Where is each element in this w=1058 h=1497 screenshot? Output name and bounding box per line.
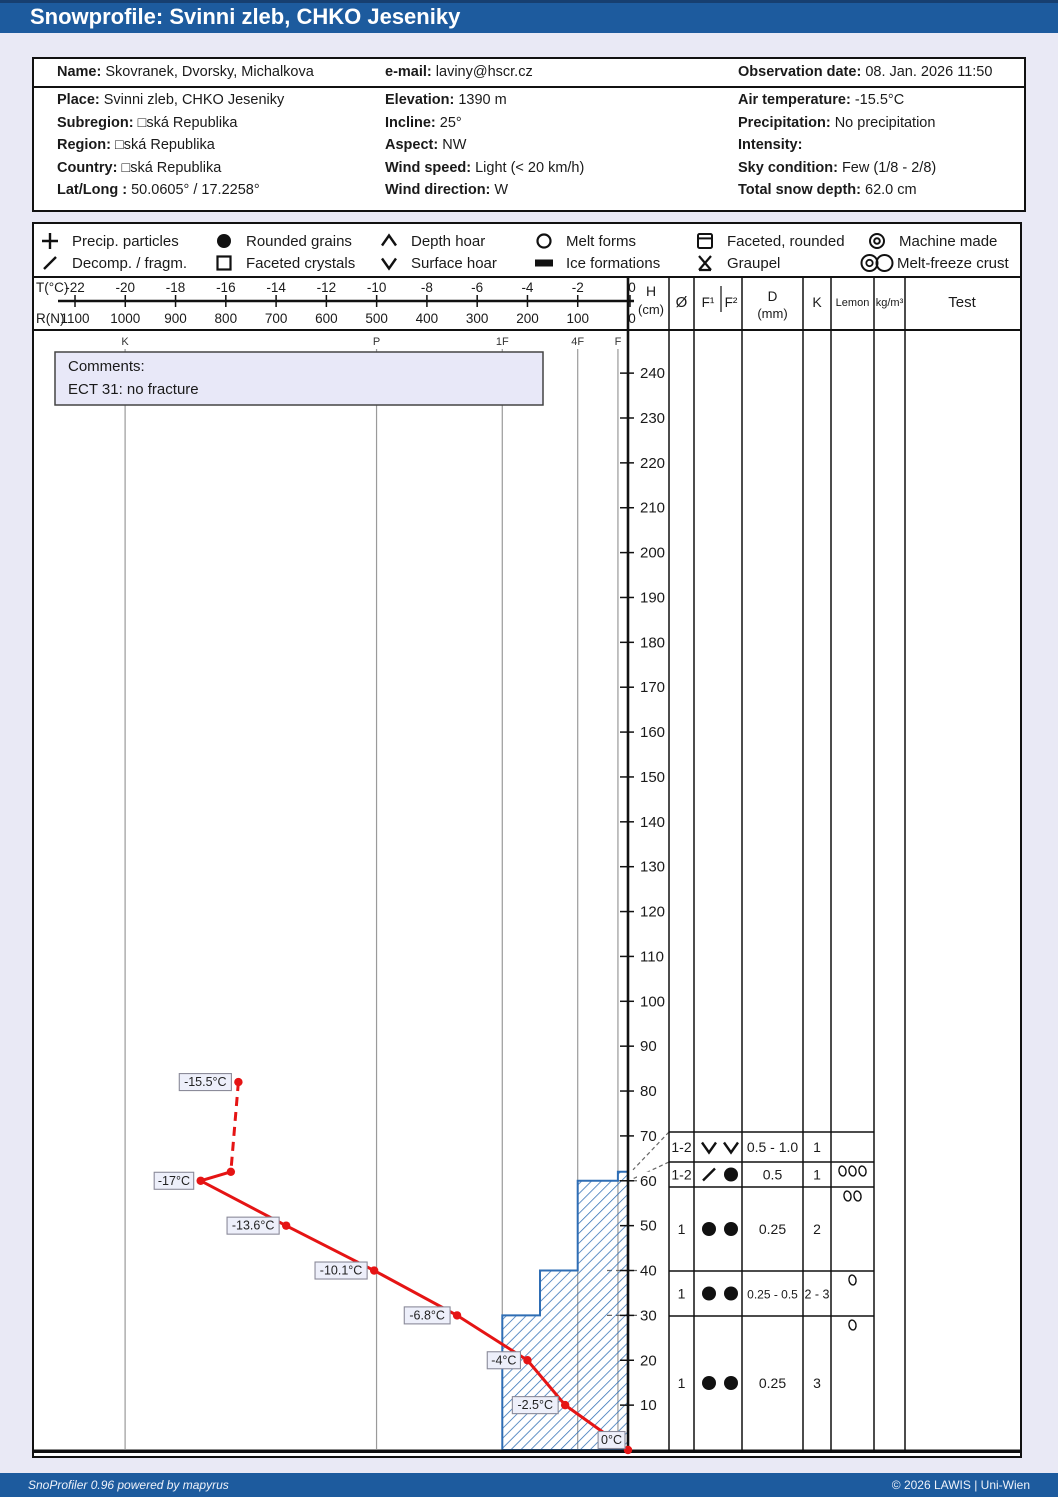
cell-hand-hardness: 2 xyxy=(813,1221,821,1237)
rounded-grains-icon xyxy=(702,1376,716,1390)
temp-tick-label: -8 xyxy=(420,280,433,295)
col-header-k: K xyxy=(812,294,822,310)
hand-hardness-ref-label: F xyxy=(614,336,622,348)
cell-hand-hardness: 2 - 3 xyxy=(804,1287,830,1302)
ice-formations-icon xyxy=(535,260,553,267)
temp-axis-label: T(°C) xyxy=(36,280,69,295)
glyph xyxy=(699,256,711,270)
cell-grain-size: 1 xyxy=(677,1285,686,1302)
height-tick-label: 190 xyxy=(640,589,666,607)
legend-label: Rounded grains xyxy=(246,233,352,250)
surface-hoar-icon xyxy=(382,259,396,269)
height-tick-label: 90 xyxy=(640,1038,657,1056)
decomp-fragm-icon xyxy=(703,1169,715,1181)
col-header-f1: F¹ xyxy=(701,295,715,310)
info-field: Observation date: 08. Jan. 2026 11:50 xyxy=(738,64,993,80)
col-header-d-unit: (mm) xyxy=(757,306,788,321)
col-header-density: kg/m³ xyxy=(875,297,904,309)
info-box xyxy=(32,57,1026,212)
info-field: Precipitation: No precipitation xyxy=(738,114,936,131)
ground-line xyxy=(34,1450,1020,1454)
info-field: Air temperature: -15.5°C xyxy=(738,92,905,108)
temp-tick-label: -16 xyxy=(216,280,236,295)
rounded-grains-icon xyxy=(702,1222,716,1236)
height-tick-label: 220 xyxy=(640,454,666,472)
glyph xyxy=(698,234,712,248)
temp-curve-air-dashed xyxy=(231,1082,239,1172)
hand-hardness-ref-label: 1F xyxy=(495,336,509,348)
info-field: Lat/Long : 50.0605° / 17.2258° xyxy=(57,182,260,198)
info-field: e-mail: laviny@hscr.cz xyxy=(385,64,533,80)
temp-label: -2.5°C xyxy=(517,1398,554,1413)
height-axis-unit: (cm) xyxy=(638,302,664,317)
glyph xyxy=(535,260,553,267)
chart-box xyxy=(32,222,1022,1458)
surface-hoar-icon xyxy=(724,1143,738,1153)
resistance-tick-label: 500 xyxy=(365,311,388,326)
info-field: Place: Svinni zleb, CHKO Jeseniky xyxy=(57,92,285,108)
cell-grain-size: 1 xyxy=(677,1221,686,1237)
lemon-mark xyxy=(848,1165,857,1176)
comments-title: Comments: xyxy=(68,358,145,375)
info-field: Elevation: 1390 m xyxy=(385,92,507,108)
melt-forms-icon xyxy=(538,235,551,248)
temp-label: -17°C xyxy=(157,1173,190,1188)
col-header-lemon: Lemon xyxy=(835,297,870,309)
lemon-mark xyxy=(848,1319,857,1330)
rounded-grains-icon xyxy=(724,1376,738,1390)
temp-tick-label: -6 xyxy=(471,280,484,295)
legend-label: Machine made xyxy=(899,233,998,250)
glyph xyxy=(382,236,396,246)
height-tick-label: 40 xyxy=(640,1262,657,1280)
glyph xyxy=(724,1168,738,1182)
temp-tick-label: -18 xyxy=(165,280,186,295)
resistance-tick-label: 900 xyxy=(164,311,187,326)
resistance-tick-label: 0 xyxy=(628,311,636,326)
temp-label: -13.6°C xyxy=(231,1218,275,1233)
temp-label: -6.8°C xyxy=(409,1308,445,1323)
glyph xyxy=(877,255,893,271)
resistance-tick-label: 800 xyxy=(214,311,238,326)
legend-label: Melt-freeze crust xyxy=(897,255,1009,272)
temp-point xyxy=(523,1356,531,1364)
glyph xyxy=(42,233,58,249)
temp-tick-label: -22 xyxy=(65,280,85,295)
cell-hand-hardness: 1 xyxy=(813,1166,821,1183)
temp-point xyxy=(370,1266,378,1274)
resistance-tick-label: 200 xyxy=(516,311,539,326)
height-tick-label: 200 xyxy=(640,544,666,562)
glyph xyxy=(702,1376,716,1390)
graupel-icon xyxy=(699,256,711,270)
temp-tick-label: -10 xyxy=(366,280,387,295)
cell-hand-hardness: 3 xyxy=(813,1375,821,1391)
cell-grain-size: 1 xyxy=(677,1375,686,1391)
melt-freeze-crust-icon xyxy=(862,255,893,271)
glyph xyxy=(724,1222,738,1236)
info-field: Subregion: □ská Republika xyxy=(57,114,238,131)
glyph xyxy=(724,1376,738,1390)
surface-hoar-icon xyxy=(702,1143,716,1153)
height-tick-label: 70 xyxy=(640,1127,657,1145)
rounded-grains-icon xyxy=(724,1222,738,1236)
lemon-mark xyxy=(858,1165,867,1176)
height-tick-label: 10 xyxy=(640,1397,657,1415)
glyph xyxy=(874,238,880,244)
page-title: Snowprofile: Svinni zleb, CHKO Jeseniky xyxy=(30,4,461,29)
col-header-f2: F² xyxy=(724,295,738,310)
temp-tick-label: -14 xyxy=(266,280,286,295)
temp-point xyxy=(561,1401,569,1409)
height-tick-label: 210 xyxy=(640,499,666,517)
cell-grain-size: 1-2 xyxy=(671,1166,692,1183)
lemon-mark xyxy=(843,1190,852,1201)
legend-label: Depth hoar xyxy=(411,233,486,250)
machine-made-icon xyxy=(870,234,884,248)
cell-grain-size: 1-2 xyxy=(671,1139,692,1155)
cell-d-mm: 0.5 - 1.0 xyxy=(746,1139,799,1155)
temp-label: 0°C xyxy=(601,1433,623,1447)
glyph xyxy=(538,235,551,248)
glyph xyxy=(724,1287,738,1301)
info-field: Wind direction: W xyxy=(385,182,509,198)
info-field: Sky condition: Few (1/8 - 2/8) xyxy=(738,159,937,176)
cell-d-mm: 0.5 xyxy=(762,1166,783,1183)
height-tick-label: 120 xyxy=(640,903,666,921)
glyph xyxy=(218,257,231,270)
legend-label: Ice formations xyxy=(566,255,661,272)
height-tick-label: 110 xyxy=(640,948,664,966)
glyph xyxy=(862,255,878,271)
hand-hardness-ref-label: P xyxy=(372,336,381,348)
rounded-grains-icon xyxy=(724,1287,738,1301)
resistance-axis-label: R(N) xyxy=(36,311,65,326)
height-tick-label: 30 xyxy=(640,1307,657,1325)
height-tick-label: 230 xyxy=(640,409,666,427)
footer-copyright: © 2026 LAWIS | Uni-Wien xyxy=(891,1478,1030,1492)
hand-hardness-ref-label: K xyxy=(121,336,129,348)
temp-tick-label: -4 xyxy=(521,280,534,295)
legend-label: Decomp. / fragm. xyxy=(72,255,188,272)
glyph xyxy=(382,259,396,269)
info-field: Wind speed: Light (< 20 km/h) xyxy=(385,159,585,176)
depth-hoar-icon xyxy=(382,236,396,246)
legend-label: Precip. particles xyxy=(72,233,179,250)
temp-tick-label: -2 xyxy=(571,280,584,295)
lemon-mark xyxy=(838,1165,847,1176)
snow-profile-chart xyxy=(34,224,1020,1456)
info-field: Country: □ská Republika xyxy=(57,159,222,176)
temp-point xyxy=(196,1177,204,1185)
temp-tick-label: 0 xyxy=(628,280,636,295)
legend-label: Faceted crystals xyxy=(246,255,356,272)
resistance-tick-label: 300 xyxy=(465,311,489,326)
comments-body: ECT 31: no fracture xyxy=(68,381,199,398)
legend-label: Surface hoar xyxy=(411,255,497,272)
glyph xyxy=(724,1143,738,1153)
temp-label: -10.1°C xyxy=(319,1263,363,1278)
col-header-d: D xyxy=(767,289,778,304)
resistance-tick-label: 100 xyxy=(566,311,589,326)
temp-label: -15.5°C xyxy=(184,1075,227,1090)
height-axis-label: H xyxy=(645,283,657,299)
cell-hand-hardness: 1 xyxy=(813,1139,821,1155)
height-tick-label: 80 xyxy=(640,1083,657,1101)
decomp-fragm-icon xyxy=(44,257,56,269)
cell-d-mm: 0.25 xyxy=(758,1221,787,1237)
info-field: Aspect: NW xyxy=(385,137,467,153)
resistance-tick-label: 1000 xyxy=(110,311,141,326)
height-tick-label: 240 xyxy=(640,365,666,383)
height-tick-label: 150 xyxy=(640,768,666,786)
temp-tick-label: -20 xyxy=(115,280,136,295)
rounded-grains-icon xyxy=(724,1168,738,1182)
resistance-tick-label: 400 xyxy=(415,311,439,326)
legend-label: Graupel xyxy=(727,255,781,272)
temp-tick-label: -12 xyxy=(316,280,337,295)
col-header-test: Test xyxy=(948,294,976,311)
legend-label: Faceted, rounded xyxy=(727,233,845,250)
glyph xyxy=(870,234,884,248)
faceted-rounded-icon xyxy=(698,234,712,248)
temp-point xyxy=(227,1168,235,1176)
lemon-mark xyxy=(853,1190,862,1201)
info-field: Incline: 25° xyxy=(385,114,462,131)
temp-label: -4°C xyxy=(491,1353,517,1368)
footer-bar xyxy=(0,1473,1058,1497)
glyph xyxy=(702,1222,716,1236)
hand-hardness-ref-label: 4F xyxy=(571,336,585,348)
height-tick-label: 130 xyxy=(640,858,666,876)
legend-label: Melt forms xyxy=(566,233,637,250)
height-tick-label: 60 xyxy=(640,1172,657,1190)
height-tick-label: 50 xyxy=(640,1217,657,1235)
temp-point xyxy=(453,1311,461,1319)
resistance-tick-label: 600 xyxy=(315,311,338,326)
cell-d-mm: 0.25 - 0.5 xyxy=(747,1287,798,1302)
info-field: Name: Skovranek, Dvorsky, Michalkova xyxy=(57,64,314,80)
temp-point xyxy=(282,1221,290,1229)
info-divider xyxy=(34,86,1024,88)
rounded-grains-icon xyxy=(217,234,231,248)
glyph xyxy=(702,1287,716,1301)
height-tick-label: 140 xyxy=(640,813,666,831)
precip-particles-icon xyxy=(42,233,58,249)
height-tick-label: 180 xyxy=(640,634,666,652)
height-tick-label: 160 xyxy=(640,724,666,742)
glyph xyxy=(702,1143,716,1153)
height-tick-label: 20 xyxy=(640,1352,657,1370)
height-tick-label: 170 xyxy=(640,679,666,697)
lemon-mark xyxy=(848,1274,857,1285)
footer-app-credit: SnoProfiler 0.96 powered by mapyrus xyxy=(28,1478,229,1492)
temp-point xyxy=(234,1078,242,1086)
height-tick-label: 100 xyxy=(640,993,666,1011)
title-bar xyxy=(0,0,1058,33)
cell-d-mm: 0.25 xyxy=(758,1375,787,1391)
glyph xyxy=(703,1169,715,1181)
glyph xyxy=(44,257,56,269)
resistance-tick-label: 700 xyxy=(264,311,288,326)
info-field: Region: □ská Republika xyxy=(57,137,215,153)
faceted-crystals-icon xyxy=(218,257,231,270)
rounded-grains-icon xyxy=(702,1287,716,1301)
glyph xyxy=(217,234,231,248)
col-header-size: Ø xyxy=(675,294,688,311)
info-field: Total snow depth: 62.0 cm xyxy=(738,182,917,198)
glyph xyxy=(866,260,872,266)
resistance-tick-label: 1100 xyxy=(60,311,90,326)
info-field: Intensity: xyxy=(738,137,803,153)
